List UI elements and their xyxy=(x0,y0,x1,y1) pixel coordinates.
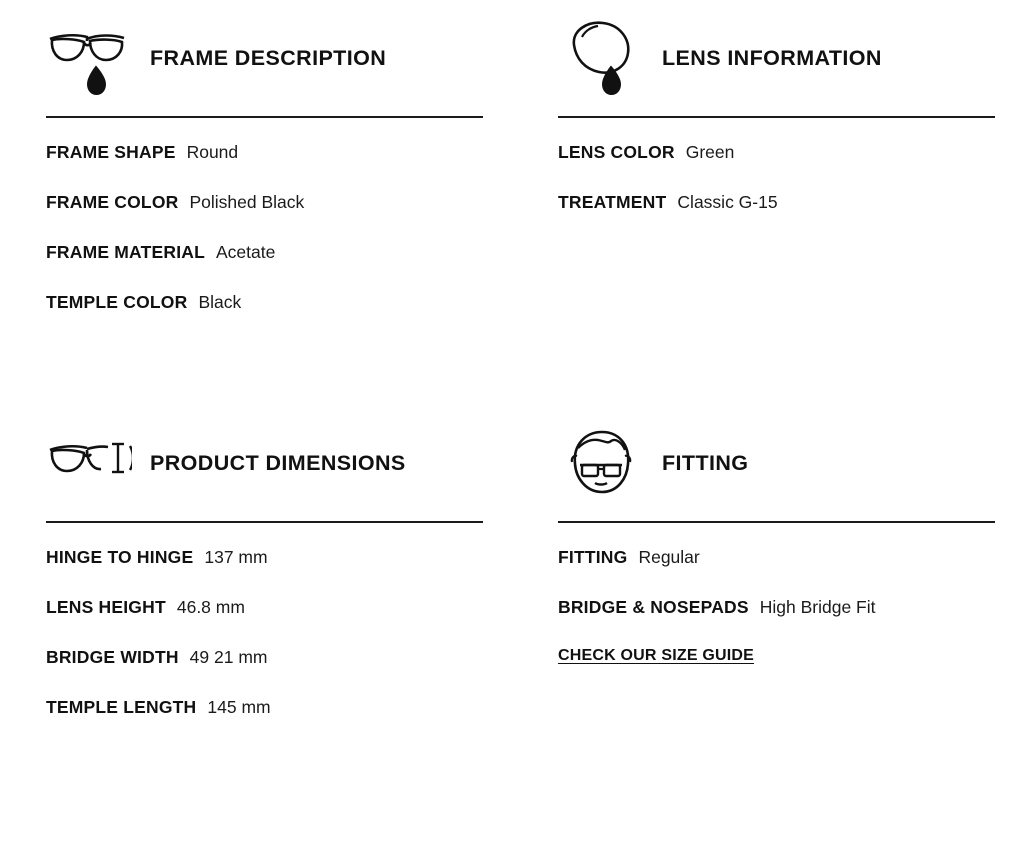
spec-label: LENS COLOR xyxy=(558,142,675,162)
spec-value: Acetate xyxy=(215,242,276,262)
spec-label: FRAME COLOR xyxy=(46,192,179,212)
section-fitting xyxy=(558,415,1024,835)
spec-label: BRIDGE & NOSEPADS xyxy=(558,597,749,617)
spec-label: FRAME SHAPE xyxy=(46,142,176,162)
spec-row xyxy=(46,242,522,263)
spec-rows xyxy=(46,547,522,718)
section-divider xyxy=(558,116,995,118)
section-frame-description xyxy=(46,0,522,415)
spec-value: 137 mm xyxy=(204,547,268,567)
spec-row xyxy=(558,547,1024,568)
size-guide-link[interactable]: CHECK OUR SIZE GUIDE xyxy=(558,647,755,664)
spec-label: TREATMENT xyxy=(558,192,667,212)
spec-value: Polished Black xyxy=(189,192,305,212)
section-title: PRODUCT DIMENSIONS xyxy=(150,450,406,475)
section-title: FITTING xyxy=(662,450,749,475)
spec-grid-row-1 xyxy=(0,0,1024,415)
section-title: LENS INFORMATION xyxy=(662,45,882,70)
spec-label: FITTING xyxy=(558,547,628,567)
section-lens-information xyxy=(558,0,1024,415)
spec-rows xyxy=(46,142,522,313)
spec-row xyxy=(558,597,1024,618)
spec-row xyxy=(558,192,1024,213)
section-header xyxy=(46,415,522,511)
spec-row xyxy=(46,142,522,163)
section-header xyxy=(558,415,1024,511)
spec-value: Regular xyxy=(638,547,700,567)
spec-row xyxy=(46,292,522,313)
spec-row xyxy=(558,142,1024,163)
spec-grid-row-2 xyxy=(0,415,1024,835)
spec-row xyxy=(46,697,522,718)
spec-value: 49 21 mm xyxy=(189,647,268,667)
spec-label: HINGE TO HINGE xyxy=(46,547,194,567)
spec-row xyxy=(46,547,522,568)
section-title: FRAME DESCRIPTION xyxy=(150,45,387,70)
section-header xyxy=(46,10,522,106)
face-glasses-icon xyxy=(558,420,644,506)
section-header xyxy=(558,10,1024,106)
spec-value: Round xyxy=(186,142,239,162)
spec-rows xyxy=(558,547,1024,665)
spec-label: TEMPLE COLOR xyxy=(46,292,188,312)
spec-label: BRIDGE WIDTH xyxy=(46,647,179,667)
spec-value: Green xyxy=(685,142,735,162)
spec-value: Classic G-15 xyxy=(677,192,778,212)
section-divider xyxy=(558,521,995,523)
lens-drop-icon xyxy=(558,15,644,101)
spec-row xyxy=(46,192,522,213)
sunglasses-drop-icon xyxy=(46,15,132,101)
spec-row xyxy=(46,647,522,668)
spec-label: TEMPLE LENGTH xyxy=(46,697,197,717)
section-product-dimensions xyxy=(46,415,522,835)
spec-value: 145 mm xyxy=(207,697,271,717)
spec-value: 46.8 mm xyxy=(176,597,245,617)
glasses-measure-icon xyxy=(46,420,132,506)
section-divider xyxy=(46,521,483,523)
spec-rows xyxy=(558,142,1024,213)
spec-label: LENS HEIGHT xyxy=(46,597,166,617)
spec-label: FRAME MATERIAL xyxy=(46,242,205,262)
spec-value: High Bridge Fit xyxy=(759,597,876,617)
size-guide-row xyxy=(558,647,1024,665)
section-divider xyxy=(46,116,483,118)
spec-row xyxy=(46,597,522,618)
spec-value: Black xyxy=(198,292,242,312)
